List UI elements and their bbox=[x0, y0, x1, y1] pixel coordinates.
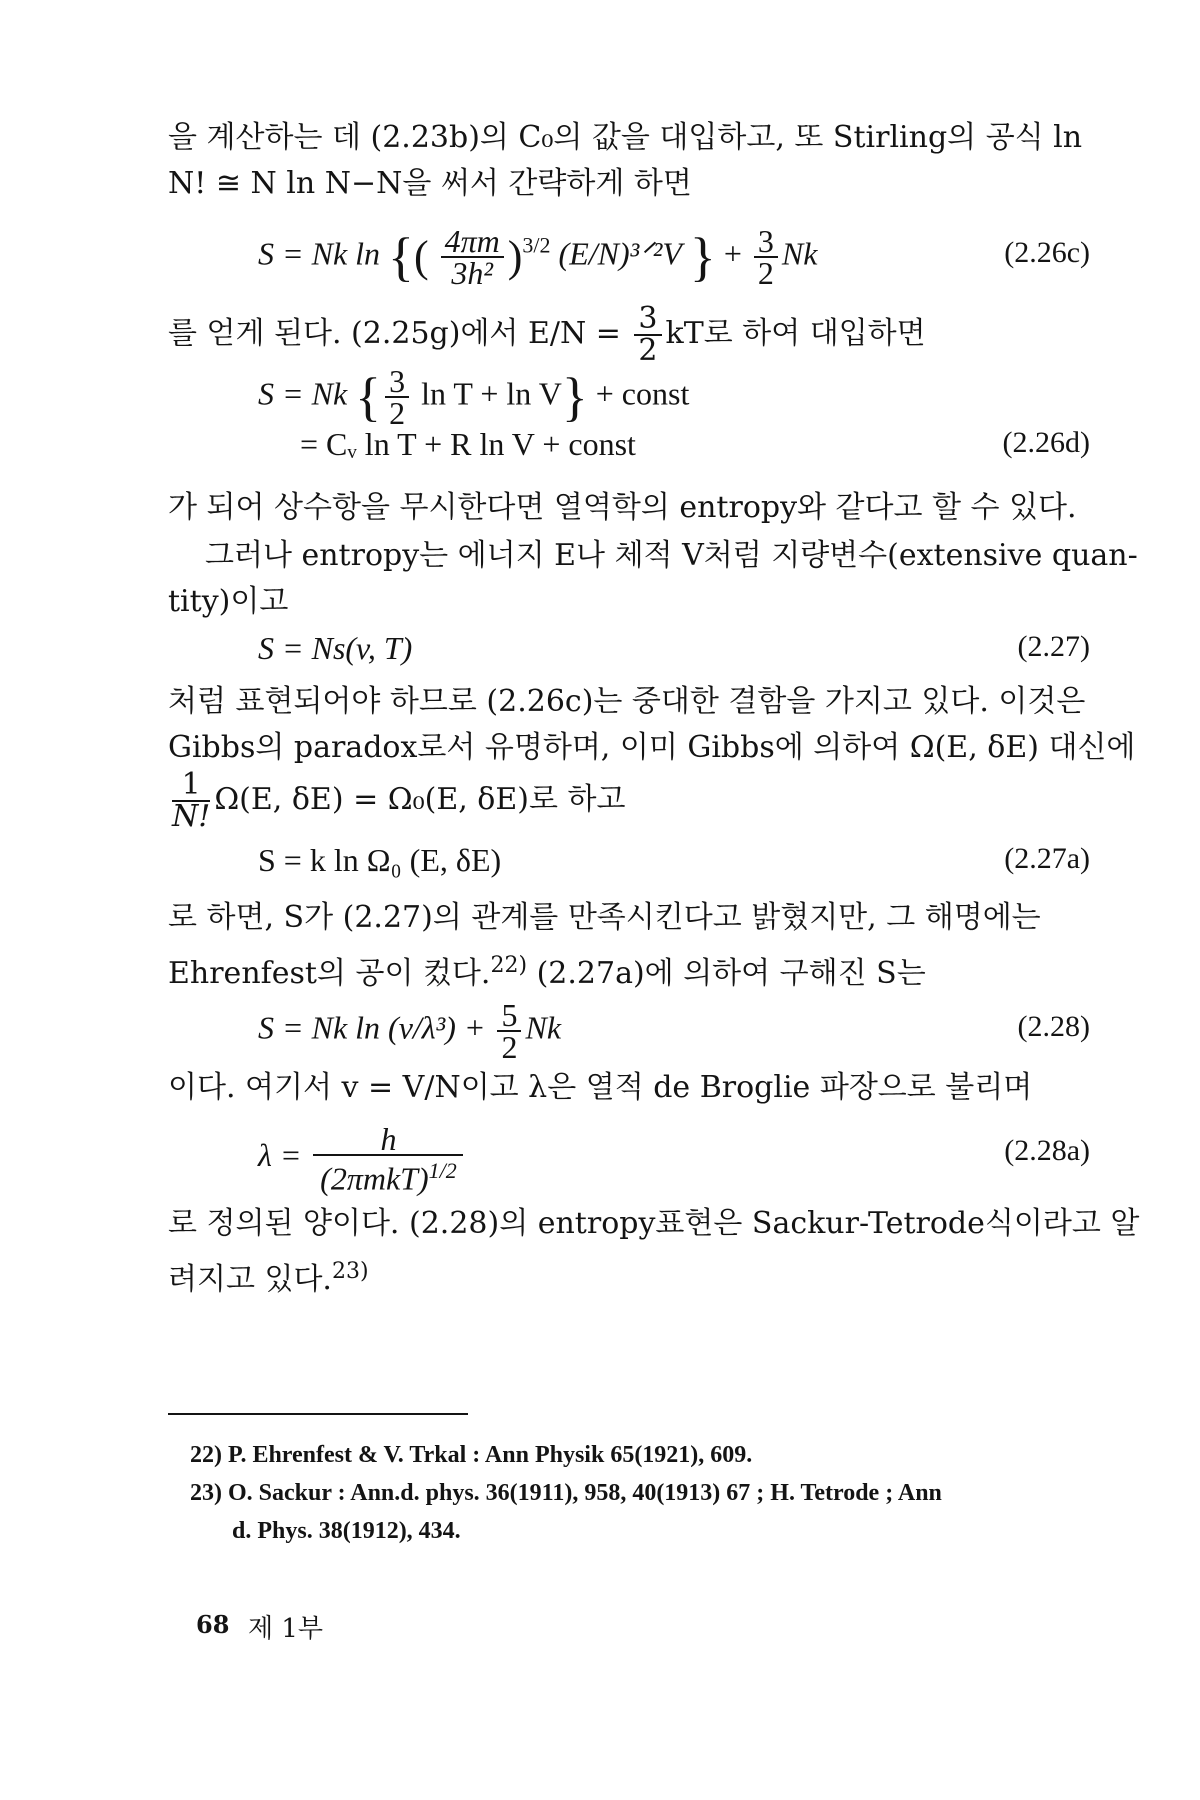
paragraph-line-3: 를 얻게 된다. (2.25g)에서 E/N = $\frac{3}{2}$ kT로 하여 대입하면 bbox=[168, 301, 926, 368]
paragraph-line-14: 려지고 있다.$^{23)}$ bbox=[168, 1259, 369, 1297]
equation-2-26d-line-1: S = Nk { $\frac{3}{2}$ ln T + ln V} + const bbox=[258, 363, 690, 431]
paragraph-line-8: Gibbs의 paradox로서 유명하며, 이미 Gibbs에 의하여 Ω(E, δE) 대신에 bbox=[168, 730, 1136, 765]
paragraph-line-13: 로 정의된 양이다. (2.28)의 entropy표현은 Sackur-Tetrode식이라고 알 bbox=[168, 1206, 1140, 1241]
equation-number-2-27a: (2.27a) bbox=[1004, 842, 1090, 875]
eq-26c-exponent: 3/2 bbox=[522, 232, 551, 258]
equation-2-27: S = Ns(v, T) bbox=[258, 630, 413, 666]
equation-number-2-27: (2.27) bbox=[1017, 630, 1090, 663]
equation-number-2-26d: (2.26d) bbox=[1002, 426, 1090, 459]
paragraph-line-9: $\frac{1}{N!}$ Ω(E, δE) = Ω₀(E, δE)로 하고 bbox=[172, 767, 626, 834]
equation-number-2-26c: (2.26c) bbox=[1004, 236, 1090, 269]
footnote-ref-22: 22) bbox=[490, 953, 528, 978]
equation-2-28a: λ = $\frac{h}{(2\pi mkT)^{1/2}}$ bbox=[258, 1124, 467, 1194]
equation-2-26d-line-2: = Cᵥ ln T + R ln V + const bbox=[300, 426, 636, 462]
equation-2-28: S = Nk ln (v/λ³) + $\frac{5}{2}$ Nk bbox=[258, 997, 562, 1065]
paragraph-line-5: 그러나 entropy는 에너지 E나 체적 V처럼 지량변수(extensive quan- bbox=[205, 538, 1138, 573]
paragraph-line-7: 처럼 표현되어야 하므로 (2.26c)는 중대한 결함을 가지고 있다. 이것은 bbox=[168, 684, 1086, 719]
paragraph-line-1: 을 계산하는 데 (2.23b)의 C₀의 값을 대입하고, 또 Stirling의 공식 ln bbox=[168, 120, 1083, 155]
eq-26c-lhs: S = Nk ln bbox=[258, 235, 381, 272]
eq-28-fraction: $\frac{5}{2}$ bbox=[497, 1000, 521, 1062]
page-number: 68 bbox=[196, 1610, 230, 1639]
part-label: 제 1부 bbox=[248, 1614, 324, 1644]
paragraph-line-10: 로 하면, S가 (2.27)의 관계를 만족시킨다고 밝혔지만, 그 해명에는 bbox=[168, 900, 1041, 935]
footnote-22: 22) P. Ehrenfest & V. Trkal : Ann Physik 65(1921), 609. bbox=[190, 1442, 753, 1468]
paragraph-line-4: 가 되어 상수항을 무시한다면 열역학의 entropy와 같다고 할 수 있다. bbox=[168, 490, 1077, 525]
footnote-ref-23: 23) bbox=[331, 1259, 369, 1284]
eq-26d-fraction: $\frac{3}{2}$ bbox=[385, 366, 409, 428]
eq-26c-fraction-2: $\frac{3}{2}$ bbox=[754, 226, 778, 288]
equation-number-2-28a: (2.28a) bbox=[1004, 1134, 1090, 1167]
eq-28a-fraction: $\frac{h}{(2\pi mkT)^{1/2}}$ bbox=[313, 1124, 463, 1194]
paragraph-line-12: 이다. 여기서 v = V/N이고 λ은 열적 de Broglie 파장으로 불리며 bbox=[168, 1070, 1033, 1105]
equation-number-2-28: (2.28) bbox=[1017, 1010, 1090, 1043]
paragraph-line-2: N! ≅ N ln N−N을 써서 간략하게 하면 bbox=[168, 166, 692, 201]
eq-one-over-n-factorial: $\frac{1}{N!}$ bbox=[172, 767, 211, 834]
footnote-23-line-2: d. Phys. 38(1912), 434. bbox=[232, 1518, 461, 1544]
eq-three-halves: $\frac{3}{2}$ bbox=[634, 304, 661, 366]
eq-26c-middle: (E/N)³ᐟ²V bbox=[558, 235, 682, 272]
footnote-divider bbox=[168, 1413, 468, 1415]
paragraph-line-11: Ehrenfest의 공이 컸다.$^{22)}$ (2.27a)에 의하여 구해진 S는 bbox=[168, 953, 926, 991]
footnote-23-line-1: 23) O. Sackur : Ann.d. phys. 36(1911), 958, 40(1913) 67 ; H. Tetrode ; Ann bbox=[190, 1480, 942, 1506]
equation-2-26c: S = Nk ln {( $\frac{4\pi m}{\text{3h²}}$ )$^{3/2}$ (E/N)³ᐟ²V } + $\frac{3}{2}$ Nk bbox=[258, 223, 818, 291]
equation-2-27a: S = k ln Ω₀ (E, δE) bbox=[258, 842, 502, 878]
paragraph-line-6: tity)이고 bbox=[168, 584, 289, 619]
eq-26c-fraction: $\frac{4\pi m}{\text{3h²}}$ bbox=[441, 226, 504, 288]
